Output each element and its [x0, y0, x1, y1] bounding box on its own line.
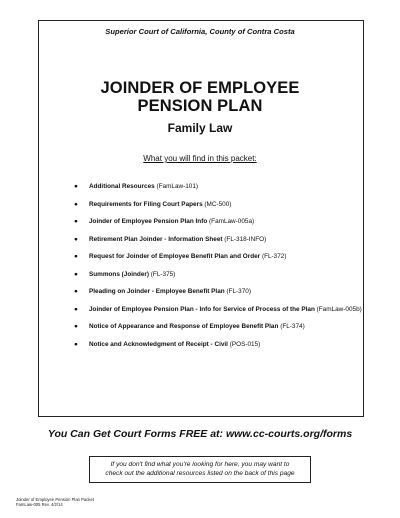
packet-contents-list	[74, 183, 370, 349]
title-line-2: PENSION PLAN	[137, 97, 263, 115]
item-title: Pleading on Joinder - Employee Benefit Plan	[89, 288, 225, 295]
item-code: (FL-318-INFO)	[224, 235, 267, 243]
note-line-1: If you don't find what you're looking for here, you may want to	[110, 461, 290, 468]
form-footer	[16, 497, 94, 507]
item-code: (FL-370)	[226, 288, 251, 295]
item-title: Notice of Appearance and Response of Employee Benefit Plan	[89, 323, 279, 330]
item-code: (FamLaw-101)	[156, 183, 199, 190]
additional-resources-note	[89, 456, 311, 483]
item-code: (FL-375)	[150, 270, 176, 278]
footer-line-1: Joinder of Employee Pension Plan Packet	[16, 497, 94, 502]
item-code: (FL-374)	[280, 323, 305, 330]
list-item	[74, 323, 370, 331]
document-subtitle: Family Law	[167, 121, 233, 135]
list-item	[74, 253, 370, 261]
list-item	[74, 271, 370, 279]
bullet-icon: ●	[74, 183, 78, 190]
bullet-icon: ●	[74, 288, 78, 295]
bullet-icon: ●	[74, 340, 78, 348]
list-item	[74, 201, 370, 209]
item-title: Joinder of Employee Pension Plan - Info for Service of Process of the Plan	[89, 305, 315, 313]
item-code: (MC-500)	[204, 200, 232, 208]
item-title: Retirement Plan Joinder - Information Sheet	[89, 235, 223, 243]
item-code: (FamLaw-005b)	[316, 305, 362, 313]
item-title: Request for Joinder of Employee Benefit Plan and Order	[89, 253, 261, 260]
list-item	[74, 218, 370, 226]
item-code: (FL-372)	[261, 253, 287, 260]
item-code: (FamLaw-005a)	[209, 218, 255, 225]
court-name: Superior Court of California, County of Contra Costa	[105, 27, 295, 36]
bullet-icon: ●	[74, 253, 78, 260]
note-line-2: check out the additional resources listed on the back of this page	[105, 470, 295, 477]
list-item	[74, 341, 370, 349]
list-item	[74, 306, 370, 314]
footer-line-2: FamLaw-005 Rev. 4/2/14	[16, 502, 63, 507]
bullet-icon: ●	[74, 270, 78, 278]
title-line-1: JOINDER OF EMPLOYEE	[100, 79, 300, 97]
item-code: (POS-015)	[229, 340, 261, 348]
list-item	[74, 183, 370, 191]
list-item	[74, 288, 370, 296]
list-item	[74, 236, 370, 244]
item-title: Joinder of Employee Pension Plan Info	[89, 218, 208, 225]
bullet-icon: ●	[74, 235, 78, 243]
bullet-icon: ●	[74, 323, 78, 330]
packet-contents-heading: What you will find in this packet:	[143, 154, 257, 163]
bullet-icon: ●	[74, 305, 78, 313]
item-title: Notice and Acknowledgment of Receipt - Civil	[89, 340, 228, 348]
item-title: Additional Resources	[89, 183, 155, 190]
item-title: Requirements for Filing Court Papers	[89, 200, 203, 208]
bullet-icon: ●	[74, 218, 78, 225]
document-title	[0, 79, 400, 115]
bullet-icon: ●	[74, 200, 78, 208]
free-forms-banner: You Can Get Court Forms FREE at: www.cc-courts.org/forms	[47, 428, 353, 440]
item-title: Summons (Joinder)	[89, 270, 150, 278]
